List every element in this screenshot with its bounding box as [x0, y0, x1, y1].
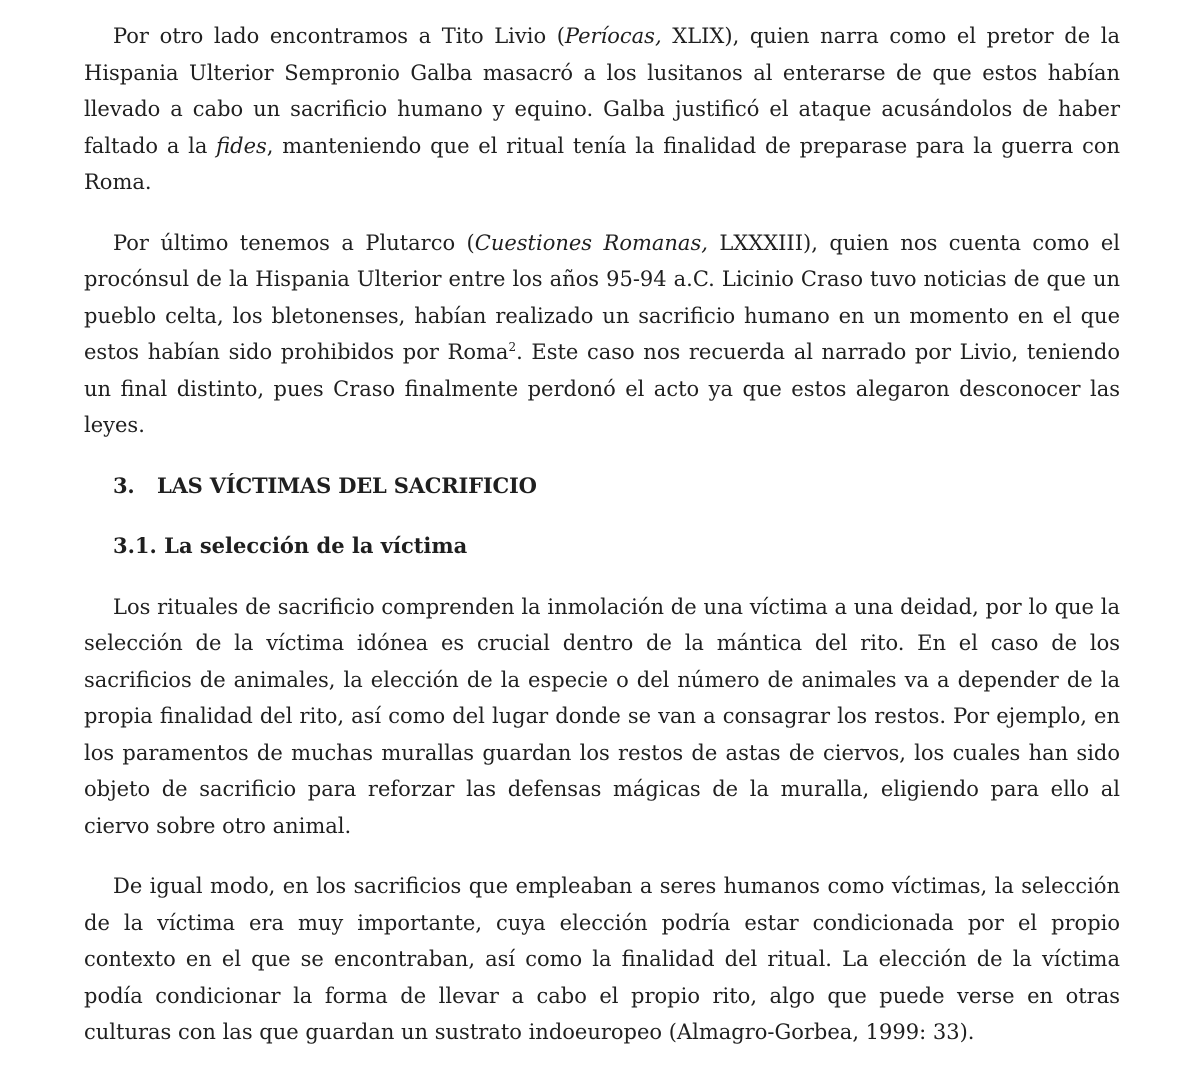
paragraph-seleccion-victima: Los rituales de sacrificio comprenden la inmolación de una víctima a una deidad, por lo que la selección de la víctima idónea es crucial dentro de la mántica del rito. En el caso de los sacrificios de animales, la elección de la especie o del número de animales va a depender de la propia finalidad del rito, así como del lugar donde se van a consagrar los restos. Por ejemplo, en los paramentos de muchas murallas guardan los restos de astas de ciervos, los cuales han sido objeto de sacrificio para reforzar las defensas mágicas de la muralla, eligiendo para ello al ciervo sobre otro animal. — [84, 594, 1120, 838]
subsection-number: 3.1. — [113, 533, 157, 558]
document-page — [84, 18, 1120, 1075]
text-run: Por último tenemos a Plutarco ( — [113, 230, 475, 255]
section-number: 3. — [113, 472, 135, 498]
text-run: XLIX), quien narra como el pretor de la Hispania Ulterior Sempronio Galba masacró a los lusitanos al enterarse de que estos habían llevado a cabo un sacrificio humano y equino. Galba justificó el ataque acusándolos de haber faltado a la — [84, 24, 1120, 158]
text-run: LXXXIII), quien nos cuenta como el procónsul de la Hispania Ulterior entre los años 95-94 a.C. Licinio Craso tuvo noticias de que un pueblo celta, los bletonenses, habían realizado un sacrificio humano en un momento en el que estos habían sido prohibidos por Roma — [84, 230, 1120, 364]
italic-term: fides — [216, 133, 267, 158]
section-heading — [84, 468, 1120, 505]
subsection-title: La selección de la víctima — [164, 533, 468, 558]
text-run: Por otro lado encontramos a Tito Livio ( — [113, 24, 565, 48]
paragraph-plutarco — [84, 225, 1120, 444]
subsection-heading — [84, 528, 1120, 565]
footnote-reference[interactable]: 2 — [508, 340, 517, 354]
paragraph-victimas-humanas: De igual modo, en los sacrificios que empleaban a seres humanos como víctimas, la selección de la víctima era muy importante, cuya elección podría estar condicionada por el propio contexto en el que se encontraban, así como la finalidad del ritual. La elección de la víctima podía condicionar la forma de llevar a cabo el propio rito, algo que puede verse en otras culturas con las que guardan un sustrato indoeuropeo (Almagro-Gorbea, 1999: 33). — [84, 874, 1120, 1044]
italic-title: Cuestiones Romanas, — [474, 230, 708, 255]
section-title: LAS VÍCTIMAS DEL SACRIFICIO — [157, 472, 537, 498]
text-run: . Este caso nos recuerda al narrado por Livio, teniendo un final distinto, pues Craso finalmente perdonó el acto ya que estos alegaron desconocer las leyes. — [84, 340, 1120, 437]
italic-title: Períocas, — [564, 24, 662, 48]
paragraph-tito-livio — [84, 18, 1120, 201]
text-run: , manteniendo que el ritual tenía la finalidad de preparase para la guerra con Roma. — [84, 133, 1120, 194]
